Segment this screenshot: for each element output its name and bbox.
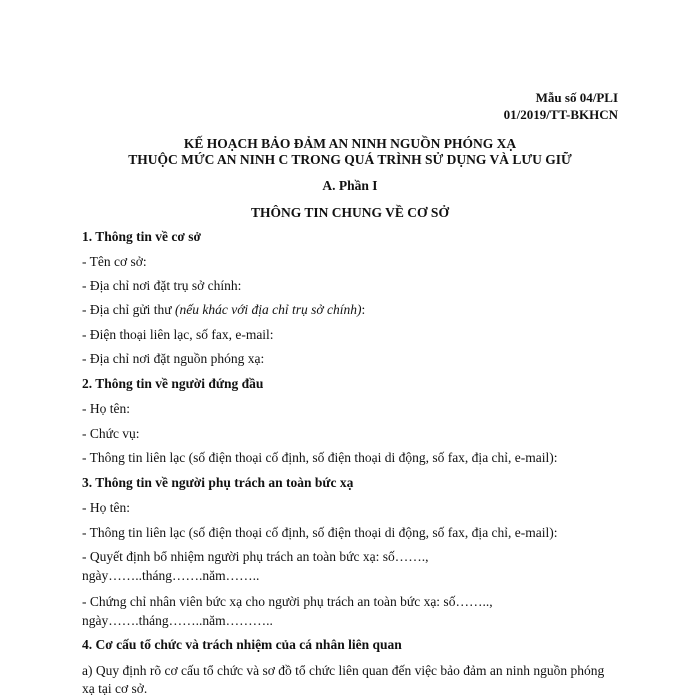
field-head-position: - Chức vụ: [82,426,140,441]
document-title-line2: THUỘC MỨC AN NINH C TRONG QUÁ TRÌNH SỬ DỤNG VÀ LƯU GIỮ [128,152,572,167]
section4-item-a-line1: a) Quy định rõ cơ cấu tổ chức và sơ đồ tổ chức liên quan đến việc bảo đảm an ninh nguồn phóng [82,663,605,678]
field-rso-decision-line2: ngày……..tháng…….năm…….. [82,568,260,583]
field-mailing-address [82,302,365,318]
field-head-contact: - Thông tin liên lạc (số điện thoại cố định, số điện thoại di động, số fax, địa chỉ, e-mail): [82,450,558,465]
part-label: A. Phần I [322,178,378,193]
form-number-line1: Mẫu số 04/PLI [535,90,618,105]
field-head-name: - Họ tên: [82,401,130,416]
field-rso-name: - Họ tên: [82,500,130,515]
field-rso-contact: - Thông tin liên lạc (số điện thoại cố định, số điện thoại di động, số fax, địa chỉ, e-mail): [82,525,558,540]
part-heading: THÔNG TIN CHUNG VỀ CƠ SỞ [251,205,449,220]
mailing-address-note: (nếu khác với địa chỉ trụ sở chính) [175,302,362,317]
document-title-line1: KẾ HOẠCH BẢO ĐẢM AN NINH NGUỒN PHÓNG XẠ [183,136,517,151]
field-rso-certificate-line2: ngày…….tháng……..năm……….. [82,613,273,628]
section4-item-a-line2: xạ tại cơ sở. [82,681,148,696]
form-number-line2: 01/2019/TT-BKHCN [503,107,618,122]
mailing-address-colon: : [361,302,366,317]
section4-heading: 4. Cơ cấu tổ chức và trách nhiệm của cá nhân liên quan [82,637,402,652]
field-rso-certificate-line1: - Chứng chỉ nhân viên bức xạ cho người phụ trách an toàn bức xạ: số…….., [82,594,493,609]
field-rso-decision-line1: - Quyết định bổ nhiệm người phụ trách an toàn bức xạ: số……., [82,549,429,564]
section3-heading: 3. Thông tin về người phụ trách an toàn bức xạ [82,475,354,490]
field-head-office-address: - Địa chỉ nơi đặt trụ sở chính: [82,278,242,293]
field-facility-name: - Tên cơ sở: [82,254,147,269]
field-source-location: - Địa chỉ nơi đặt nguồn phóng xạ: [82,351,265,366]
mailing-address-label: - Địa chỉ gửi thư [82,302,175,317]
field-contact-info: - Điện thoại liên lạc, số fax, e-mail: [82,327,274,342]
section1-heading: 1. Thông tin về cơ sở [82,229,201,244]
section2-heading: 2. Thông tin về người đứng đầu [82,376,264,391]
